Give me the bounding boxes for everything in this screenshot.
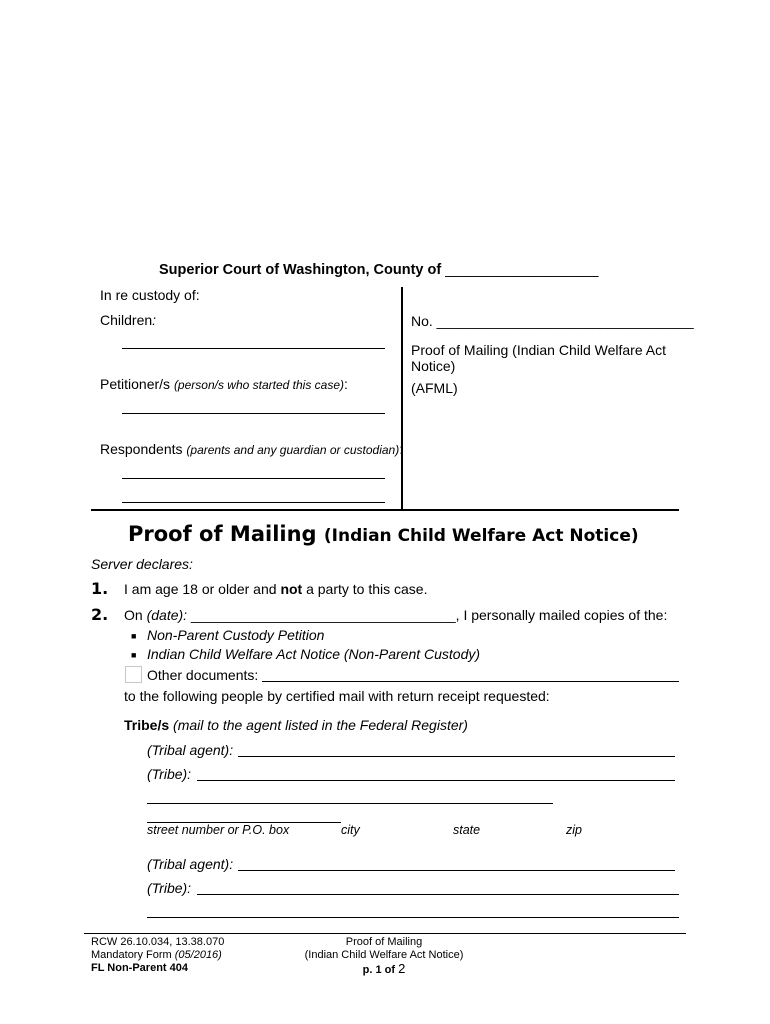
children-label <box>100 312 156 328</box>
tribal-agent-line[interactable] <box>238 756 675 757</box>
children-line[interactable] <box>122 348 385 349</box>
in-re-label: In re custody of: <box>100 287 200 303</box>
county-blank: ___________________ <box>445 262 599 278</box>
tribal-agent-label-2: (Tribal agent): <box>147 856 234 872</box>
tribes-heading-note: (mail to the agent listed in the Federal Register) <box>169 717 468 733</box>
tribe-line[interactable] <box>197 780 675 781</box>
petitioner-hint: (person/s who started this case) <box>173 378 345 392</box>
address-line-1[interactable] <box>147 803 553 804</box>
footer-page-number <box>363 961 406 976</box>
tribe-label: (Tribe): <box>147 766 192 782</box>
item-2-number: 2. <box>91 605 109 624</box>
page-title <box>128 522 639 546</box>
footer-mandatory <box>91 949 222 961</box>
tribes-heading <box>124 717 468 733</box>
bullet-item-1: Non-Parent Custody Petition <box>147 627 325 643</box>
item-2-text <box>124 607 667 623</box>
item-1-bold: not <box>280 581 303 597</box>
title-sub: (Indian Child Welfare Act Notice) <box>323 526 639 546</box>
footer-rule <box>84 933 686 934</box>
certified-mail-text: to the following people by certified mail with return receipt requested: <box>124 688 550 704</box>
respondents-line-2[interactable] <box>122 502 385 503</box>
respondents-colon: : <box>399 441 404 457</box>
bullet-icon: ■ <box>131 650 137 660</box>
item-1-a: I am age 18 or older and <box>124 581 281 597</box>
item-1-number: 1. <box>91 579 109 598</box>
respondents-text: Respondents <box>100 441 187 457</box>
title-main: Proof of Mailing <box>128 522 317 546</box>
address-street-caption: street number or P.O. box <box>147 823 290 837</box>
footer-form-number: FL Non-Parent 404 <box>91 962 188 974</box>
respondents-label <box>100 441 403 457</box>
petitioner-line[interactable] <box>122 413 385 414</box>
doc-title-line1: Proof of Mailing (Indian Child Welfare Act <box>411 342 666 358</box>
footer-mandatory-text: Mandatory Form <box>91 949 175 961</box>
other-documents-label: Other documents: <box>147 667 259 683</box>
tribal-agent-line-2[interactable] <box>238 870 675 871</box>
case-number[interactable]: No. _________________________________ <box>411 313 694 329</box>
footer-page-total: 2 <box>398 961 406 976</box>
item-2-on: On <box>124 607 147 623</box>
other-documents-line[interactable] <box>262 681 679 682</box>
item-1-b: a party to this case. <box>302 581 428 597</box>
children-colon: : <box>152 312 157 328</box>
address-state-caption: state <box>453 823 481 837</box>
bullet-icon: ■ <box>131 631 137 641</box>
court-title: Superior Court of Washington, County of <box>159 262 442 278</box>
tribal-agent-label: (Tribal agent): <box>147 742 234 758</box>
address-city-caption: city <box>341 823 360 837</box>
server-declares: Server declares: <box>91 556 193 572</box>
petitioner-text: Petitioner/s <box>100 376 174 392</box>
footer-center-subtitle: (Indian Child Welfare Act Notice) <box>304 949 464 961</box>
item-2-rest[interactable]: __________________________________, I personally mailed copies of the: <box>187 607 668 623</box>
court-header <box>159 262 598 278</box>
tribes-heading-bold: Tribe/s <box>124 717 170 733</box>
other-documents-checkbox[interactable] <box>125 666 142 683</box>
address-line-3[interactable] <box>147 917 679 918</box>
respondents-line-1[interactable] <box>122 478 385 479</box>
petitioner-label <box>100 376 348 392</box>
footer-mandatory-date: (05/2016) <box>174 949 222 961</box>
petitioner-colon: : <box>344 376 348 392</box>
doc-title-line2: Notice) <box>411 358 456 374</box>
footer-center-title: Proof of Mailing <box>345 936 423 948</box>
tribe-line-2[interactable] <box>197 894 679 895</box>
tribe-label-2: (Tribe): <box>147 880 192 896</box>
children-text: Children <box>100 312 153 328</box>
item-1-text <box>124 581 428 597</box>
caption-divider <box>401 287 403 509</box>
item-2-date-label: (date): <box>146 607 188 623</box>
footer-page-label: p. 1 of <box>362 964 399 976</box>
doc-code: (AFML) <box>411 380 458 396</box>
footer-rcw: RCW 26.10.034, 13.38.070 <box>91 936 225 948</box>
bullet-item-2: Indian Child Welfare Act Notice (Non-Parent Custody) <box>147 646 481 662</box>
caption-bottom-rule <box>91 509 679 511</box>
respondents-hint: (parents and any guardian or custodian) <box>186 443 400 457</box>
address-zip-caption: zip <box>566 823 582 837</box>
